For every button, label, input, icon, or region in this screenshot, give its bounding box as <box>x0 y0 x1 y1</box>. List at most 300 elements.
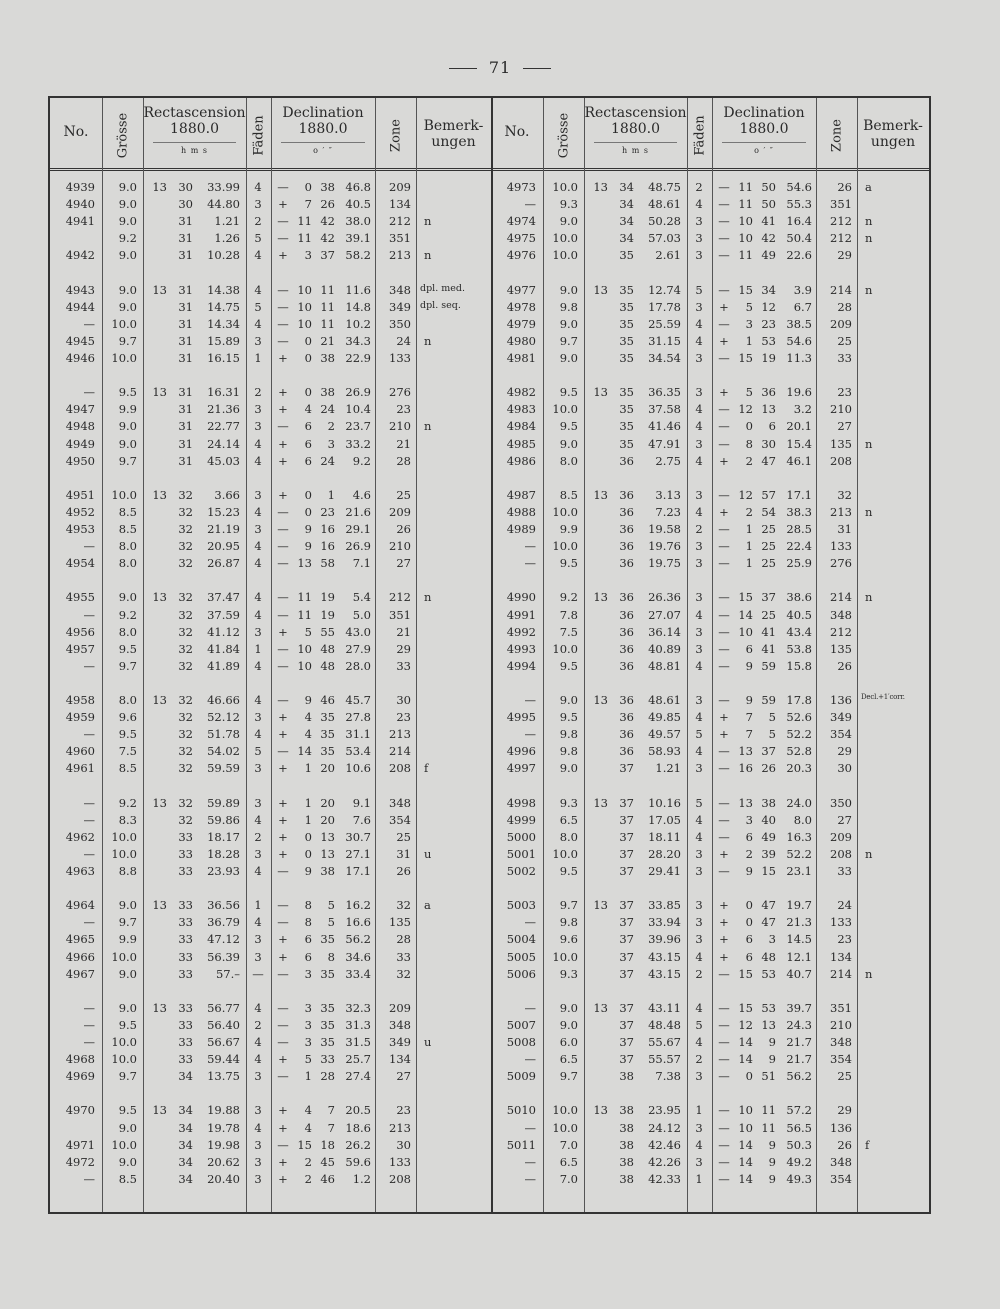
cell-dec-sign: — <box>718 812 730 827</box>
cell-dec-deg: 10 <box>297 641 312 656</box>
table-row <box>50 522 491 539</box>
cell-dec-deg: 0 <box>304 351 312 365</box>
cell-ra-s: 3.13 <box>655 487 681 502</box>
table-row <box>50 813 491 830</box>
cell-ra-h: 13 <box>593 693 608 707</box>
cell-zone: 134 <box>830 949 852 964</box>
cell-dec-min: 46 <box>320 693 335 707</box>
cell-ra-m: 35 <box>619 333 634 348</box>
cell-dec-sec: 15.8 <box>786 658 812 673</box>
cell-dec-min: 38 <box>320 385 335 400</box>
cell-ra-m: 33 <box>178 949 193 964</box>
cell-faeden: 3 <box>695 487 703 502</box>
cell-dec-deg: 1 <box>745 539 753 554</box>
cell-dec-sign: + <box>719 915 729 930</box>
cell-dec-min: 57 <box>761 487 776 502</box>
cell-dec-sec: 27.8 <box>345 710 371 725</box>
cell-dec-sign: — <box>718 522 730 536</box>
cell-bemerkung: n <box>865 590 873 605</box>
cell-groesse: 10.0 <box>552 504 578 519</box>
cell-dec-min: 6 <box>768 419 776 434</box>
cell-faeden: 3 <box>254 402 262 417</box>
cell-dec-sign: + <box>278 949 288 964</box>
cell-dec-deg: 6 <box>745 949 753 964</box>
cell-dec-deg: 13 <box>738 795 753 810</box>
table-row <box>50 197 491 214</box>
cell-dec-min: 51 <box>761 1069 776 1084</box>
cell-groesse: 9.8 <box>559 727 578 742</box>
cell-zone: 214 <box>389 744 411 759</box>
cell-no: 4978 <box>506 299 536 314</box>
table-row <box>491 967 929 984</box>
cell-dec-sign: — <box>718 624 730 639</box>
cell-groesse: 7.0 <box>559 1137 578 1152</box>
cell-groesse: 9.8 <box>559 744 578 759</box>
cell-ra-s: 19.88 <box>207 1103 240 1118</box>
cell-dec-min: 35 <box>320 1017 335 1032</box>
cell-dec-sec: 45.7 <box>345 693 371 707</box>
cell-faeden: 4 <box>695 453 703 468</box>
cell-dec-deg: 6 <box>304 932 312 947</box>
table-row <box>491 1103 929 1120</box>
cell-ra-m: 32 <box>178 641 193 656</box>
cell-no: — <box>524 727 536 742</box>
cell-ra-s: 43.11 <box>648 1000 681 1015</box>
cell-bemerkung: n <box>865 966 873 981</box>
cell-zone: 33 <box>396 949 411 964</box>
cell-zone: 21 <box>396 436 411 451</box>
cell-dec-deg: 14 <box>738 1035 753 1049</box>
cell-dec-sign: — <box>718 1120 730 1135</box>
cell-ra-h: 13 <box>593 1103 608 1118</box>
cell-dec-sec: 12.1 <box>786 949 812 964</box>
cell-dec-sign: + <box>278 846 288 861</box>
cell-zone: 28 <box>396 932 411 947</box>
cell-dec-sec: 33.2 <box>345 436 371 451</box>
cell-groesse: 9.5 <box>559 556 578 571</box>
cell-groesse: 9.6 <box>118 710 137 725</box>
cell-dec-deg: 5 <box>304 624 312 639</box>
cell-bemerkung: n <box>865 436 873 451</box>
cell-dec-sign: — <box>718 282 730 297</box>
cell-zone: 348 <box>389 1017 411 1032</box>
cell-faeden: 3 <box>695 436 703 451</box>
cell-ra-s: 16.15 <box>207 351 240 365</box>
cell-zone: 133 <box>830 915 852 930</box>
table-row <box>491 1018 929 1035</box>
cell-dec-sec: 38.0 <box>345 214 371 229</box>
cell-dec-sec: 31.5 <box>345 1035 371 1049</box>
cell-dec-sec: 52.2 <box>786 846 812 861</box>
table-row <box>50 898 491 915</box>
cell-dec-sec: 6.7 <box>793 299 812 314</box>
cell-dec-sign: + <box>719 385 729 400</box>
cell-ra-h: 13 <box>152 487 167 502</box>
cell-dec-deg: 11 <box>738 180 753 194</box>
cell-dec-min: 41 <box>761 641 776 656</box>
cell-dec-min: 5 <box>768 727 776 742</box>
cell-groesse: 10.0 <box>111 949 137 964</box>
table-row <box>491 830 929 847</box>
cell-dec-deg: 0 <box>745 915 753 930</box>
cell-dec-sign: — <box>718 316 730 331</box>
cell-dec-sec: 40.5 <box>786 607 812 622</box>
cell-groesse: 9.7 <box>118 333 137 348</box>
table-row <box>491 214 929 231</box>
header-title: Declination <box>723 105 805 121</box>
cell-zone: 351 <box>830 197 852 212</box>
cell-no: 4956 <box>65 624 95 639</box>
cell-dec-min: 36 <box>761 385 776 400</box>
cell-faeden: 3 <box>254 1137 262 1152</box>
cell-dec-min: 37 <box>761 744 776 759</box>
cell-ra-s: 56.67 <box>207 1035 240 1049</box>
cell-no: 4986 <box>506 453 536 468</box>
cell-faeden: 1 <box>254 898 262 913</box>
cell-ra-m: 33 <box>178 915 193 930</box>
cell-dec-sign: — <box>718 419 730 434</box>
cell-faeden: 5 <box>254 744 262 759</box>
cell-dec-deg: 4 <box>304 402 312 417</box>
cell-dec-sec: 54.6 <box>786 180 812 194</box>
cell-dec-deg: 11 <box>297 231 312 246</box>
cell-dec-sec: 1.2 <box>352 1171 371 1186</box>
cell-faeden: 4 <box>695 316 703 331</box>
cell-faeden: 4 <box>695 197 703 212</box>
cell-groesse: 9.0 <box>118 180 137 194</box>
cell-dec-deg: 14 <box>738 607 753 622</box>
cell-no: — <box>83 812 95 827</box>
cell-dec-sec: 21.7 <box>786 1035 812 1049</box>
cell-no: 4994 <box>506 658 536 673</box>
cell-groesse: 10.0 <box>552 949 578 964</box>
table-row <box>491 556 929 573</box>
cell-dec-min: 21 <box>320 333 335 348</box>
cell-dec-deg: 3 <box>745 812 753 827</box>
table-row <box>50 642 491 659</box>
cell-ra-s: 42.46 <box>648 1137 681 1152</box>
cell-dec-min: 59 <box>761 693 776 707</box>
cell-ra-m: 31 <box>178 402 193 417</box>
header-bemerkungen <box>416 98 491 168</box>
cell-zone: 21 <box>396 624 411 639</box>
cell-groesse: 9.8 <box>559 915 578 930</box>
cell-zone: 214 <box>830 966 852 981</box>
cell-dec-sec: 7.1 <box>352 556 371 571</box>
cell-no: 4946 <box>65 351 95 365</box>
cell-dec-sec: 34.3 <box>345 333 371 348</box>
cell-ra-s: 13.75 <box>207 1069 240 1084</box>
header-faeden <box>246 98 271 168</box>
cell-ra-s: 43.15 <box>648 966 681 981</box>
cell-dec-sign: — <box>277 556 289 571</box>
cell-no: 4996 <box>506 744 536 759</box>
cell-zone: 30 <box>837 761 852 776</box>
cell-faeden: 3 <box>695 693 703 707</box>
cell-ra-m: 30 <box>178 180 193 194</box>
cell-faeden: 2 <box>695 966 703 981</box>
cell-bemerkung: dpl. med. <box>420 282 465 294</box>
cell-no: — <box>83 658 95 673</box>
table-row <box>50 1103 491 1120</box>
table-row <box>491 898 929 915</box>
cell-dec-sign: — <box>277 231 289 246</box>
cell-ra-s: 12.74 <box>648 282 681 297</box>
cell-dec-sec: 27.1 <box>345 846 371 861</box>
cell-dec-min: 11 <box>761 1120 776 1135</box>
cell-faeden: 3 <box>254 624 262 639</box>
cell-dec-min: 11 <box>320 316 335 331</box>
cell-groesse: 9.5 <box>559 419 578 434</box>
cell-groesse: 9.7 <box>118 1069 137 1084</box>
page-number: 71 <box>0 58 1000 77</box>
cell-dec-sec: 40.7 <box>786 966 812 981</box>
cell-faeden: 3 <box>254 197 262 212</box>
cell-groesse: 10.0 <box>111 351 137 365</box>
cell-no: 4980 <box>506 333 536 348</box>
cell-groesse: 9.0 <box>559 351 578 365</box>
cell-dec-min: 19 <box>761 351 776 365</box>
cell-dec-sec: 5.4 <box>352 590 371 605</box>
cell-dec-deg: 9 <box>745 693 753 707</box>
cell-dec-min: 38 <box>320 864 335 878</box>
cell-no: 4995 <box>506 710 536 725</box>
cell-no: 5010 <box>506 1103 536 1118</box>
cell-dec-sign: — <box>277 1137 289 1152</box>
cell-zone: 135 <box>389 915 411 930</box>
cell-groesse: 10.0 <box>111 1052 137 1067</box>
cell-dec-min: 47 <box>761 453 776 468</box>
cell-dec-deg: 12 <box>738 402 753 417</box>
cell-ra-m: 32 <box>178 795 193 810</box>
cell-ra-h: 13 <box>593 795 608 810</box>
cell-no: 4979 <box>506 316 536 331</box>
cell-dec-sign: — <box>718 180 730 194</box>
cell-groesse: 9.0 <box>118 898 137 913</box>
header-zone <box>375 98 416 168</box>
cell-dec-sign: — <box>277 282 289 297</box>
cell-ra-s: 37.58 <box>648 402 681 417</box>
cell-zone: 348 <box>389 795 411 810</box>
cell-dec-sec: 3.2 <box>793 402 812 417</box>
cell-dec-sign: — <box>718 1154 730 1169</box>
cell-no: 5001 <box>506 846 536 861</box>
cell-groesse: 7.5 <box>559 624 578 639</box>
cell-ra-s: 18.17 <box>207 829 240 844</box>
cell-ra-s: 49.85 <box>648 710 681 725</box>
table-row <box>491 539 929 556</box>
cell-dec-sec: 24.0 <box>786 795 812 810</box>
table-row <box>50 744 491 761</box>
cell-zone: 29 <box>837 744 852 759</box>
cell-no: 4955 <box>65 590 95 605</box>
table-row <box>50 932 491 949</box>
cell-dec-sign: — <box>277 966 289 981</box>
cell-no: 4989 <box>506 522 536 536</box>
cell-faeden: 4 <box>254 727 262 742</box>
header-rule <box>153 142 235 143</box>
cell-dec-sec: 56.2 <box>786 1069 812 1084</box>
cell-no: 4993 <box>506 641 536 656</box>
cell-ra-m: 37 <box>619 966 634 981</box>
cell-bemerkung: n <box>424 590 432 605</box>
cell-faeden: 4 <box>695 949 703 964</box>
cell-no: 4950 <box>65 453 95 468</box>
cell-ra-m: 33 <box>178 932 193 947</box>
cell-dec-min: 9 <box>768 1137 776 1152</box>
cell-groesse: 9.0 <box>118 1120 137 1135</box>
table-row <box>50 419 491 436</box>
cell-zone: 209 <box>830 316 852 331</box>
cell-zone: 276 <box>830 556 852 571</box>
header-label: Grösse <box>115 112 130 159</box>
cell-dec-sec: 8.0 <box>793 812 812 827</box>
cell-faeden: 2 <box>254 385 262 400</box>
cell-no: 4957 <box>65 641 95 656</box>
cell-dec-sec: 38.3 <box>786 504 812 519</box>
cell-faeden: 3 <box>695 590 703 605</box>
cell-dec-min: 20 <box>320 761 335 776</box>
cell-bemerkung: n <box>865 214 873 229</box>
cell-ra-m: 36 <box>619 710 634 725</box>
header-faeden <box>687 98 712 168</box>
cell-dec-deg: 5 <box>745 385 753 400</box>
cell-no: 4988 <box>506 504 536 519</box>
cell-groesse: 9.0 <box>118 590 137 605</box>
cell-ra-s: 15.23 <box>207 504 240 519</box>
cell-dec-sign: — <box>277 214 289 229</box>
table-row <box>491 642 929 659</box>
header-groesse <box>543 98 584 168</box>
cell-ra-m: 35 <box>619 282 634 297</box>
cell-zone: 212 <box>389 590 411 605</box>
cell-ra-m: 34 <box>178 1154 193 1169</box>
cell-no: — <box>83 795 95 810</box>
cell-dec-min: 42 <box>761 231 776 246</box>
cell-ra-m: 36 <box>619 539 634 554</box>
cell-groesse: 9.0 <box>118 282 137 297</box>
cell-no: — <box>524 1000 536 1015</box>
cell-zone: 213 <box>389 1120 411 1135</box>
cell-dec-sec: 38.6 <box>786 590 812 605</box>
cell-dec-deg: 10 <box>738 1120 753 1135</box>
cell-dec-sec: 40.5 <box>345 197 371 212</box>
table-row <box>491 248 929 265</box>
cell-dec-sec: 26.9 <box>345 385 371 400</box>
table-row <box>491 727 929 744</box>
cell-groesse: 8.5 <box>118 522 137 536</box>
cell-dec-sec: 18.6 <box>345 1120 371 1135</box>
cell-dec-min: 41 <box>761 214 776 229</box>
cell-ra-s: 50.28 <box>648 214 681 229</box>
cell-dec-sec: 24.3 <box>786 1017 812 1032</box>
cell-no: 5002 <box>506 864 536 878</box>
cell-dec-sign: + <box>278 624 288 639</box>
cell-dec-sec: 27.9 <box>345 641 371 656</box>
header-units: h m s <box>622 146 649 155</box>
cell-dec-deg: 0 <box>304 385 312 400</box>
cell-ra-m: 31 <box>178 248 193 263</box>
cell-dec-min: 8 <box>327 949 335 964</box>
cell-groesse: 7.0 <box>559 1171 578 1186</box>
cell-groesse: 10.0 <box>552 539 578 554</box>
cell-groesse: 9.7 <box>118 453 137 468</box>
cell-faeden: 4 <box>254 436 262 451</box>
header-rectascension <box>584 98 687 168</box>
cell-dec-deg: 0 <box>745 419 753 434</box>
cell-groesse: 9.0 <box>559 214 578 229</box>
cell-dec-deg: 15 <box>738 966 753 981</box>
cell-ra-s: 36.79 <box>207 915 240 930</box>
cell-dec-deg: 6 <box>745 932 753 947</box>
table-row <box>491 915 929 932</box>
header-epoch: 1880.0 <box>170 121 219 137</box>
cell-zone: 30 <box>396 693 411 707</box>
cell-groesse: 10.0 <box>552 1103 578 1118</box>
cell-ra-h: 13 <box>152 693 167 707</box>
cell-groesse: 10.0 <box>111 487 137 502</box>
cell-ra-m: 34 <box>178 1120 193 1135</box>
cell-ra-s: 1.21 <box>655 761 681 776</box>
cell-no: 5000 <box>506 829 536 844</box>
cell-ra-s: 19.76 <box>648 539 681 554</box>
cell-zone: 349 <box>389 299 411 314</box>
table-header <box>491 98 929 171</box>
cell-dec-deg: 10 <box>297 282 312 297</box>
cell-dec-deg: 10 <box>738 214 753 229</box>
cell-faeden: 3 <box>254 795 262 810</box>
cell-dec-deg: 3 <box>304 248 312 263</box>
cell-dec-min: 13 <box>761 1017 776 1032</box>
cell-ra-m: 37 <box>619 1017 634 1032</box>
cell-groesse: 8.0 <box>118 624 137 639</box>
cell-dec-min: 5 <box>327 915 335 930</box>
cell-no: 4967 <box>65 966 95 981</box>
cell-ra-m: 31 <box>178 333 193 348</box>
cell-ra-m: 32 <box>178 761 193 776</box>
cell-bemerkung: dpl. seq. <box>420 299 461 311</box>
cell-ra-h: 13 <box>152 385 167 400</box>
cell-dec-min: 9 <box>768 1171 776 1186</box>
cell-zone: 350 <box>389 316 411 331</box>
cell-ra-m: 32 <box>178 487 193 502</box>
table-row <box>491 659 929 676</box>
cell-groesse: 10.0 <box>111 1035 137 1049</box>
cell-dec-sign: — <box>718 864 730 878</box>
cell-dec-min: 42 <box>320 231 335 246</box>
cell-ra-m: 32 <box>178 522 193 536</box>
cell-ra-m: 36 <box>619 744 634 759</box>
cell-ra-s: 59.89 <box>207 795 240 810</box>
cell-dec-sign: + <box>278 795 288 810</box>
cell-dec-deg: 10 <box>297 299 312 314</box>
cell-ra-s: 3.66 <box>214 487 240 502</box>
cell-dec-sec: 38.5 <box>786 316 812 331</box>
cell-no: 5008 <box>506 1035 536 1049</box>
cell-groesse: 6.0 <box>559 1035 578 1049</box>
cell-ra-m: 32 <box>178 556 193 571</box>
cell-ra-s: 14.34 <box>207 316 240 331</box>
cell-zone: 212 <box>389 214 411 229</box>
cell-zone: 348 <box>830 1035 852 1049</box>
cell-ra-m: 33 <box>178 846 193 861</box>
table-row <box>50 214 491 231</box>
cell-ra-s: 29.41 <box>648 864 681 878</box>
cell-dec-deg: 14 <box>738 1154 753 1169</box>
cell-dec-min: 26 <box>320 197 335 212</box>
cell-dec-sign: — <box>718 1035 730 1049</box>
cell-dec-deg: 4 <box>304 1120 312 1135</box>
